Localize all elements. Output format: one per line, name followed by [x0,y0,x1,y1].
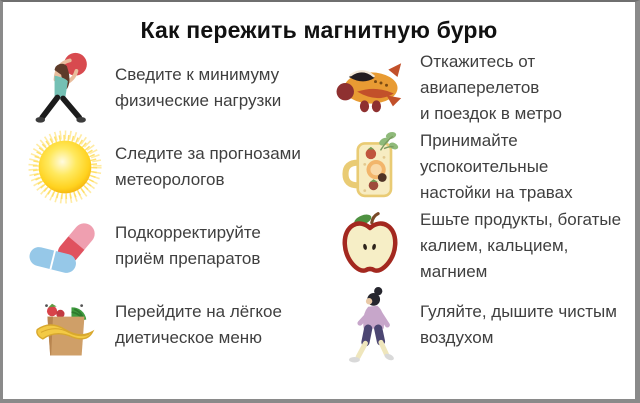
sun-icon [23,128,107,206]
pills-icon [23,207,107,285]
page-title: Как пережить магнитную бурю [140,17,498,43]
tip-item-sun [23,127,328,206]
tip-text: Откажитесь от авиаперелетов и поездок в метро [420,51,562,123]
tips-grid [3,46,635,364]
apple-icon [328,207,412,285]
tip-item-walking [328,285,625,364]
tip-text: Подкорректируйте приём препаратов [115,222,261,268]
tip-text: Следите за прогнозами метеорологов [115,143,301,189]
airplane-icon [328,49,412,127]
tip-item-diet-bag [23,285,328,364]
tip-item-exercise [23,48,328,127]
herbal-tea-icon [328,128,412,206]
tip-text: Гуляйте, дышите чистым воздухом [420,301,617,347]
tip-item-herbal-tea [328,127,625,206]
tip-text: Принимайте успокоительные настойки на травах [420,130,573,202]
tip-text: Перейдите на лёгкое диетическое меню [115,301,282,347]
tip-text: Ешьте продукты, богатые калием, кальцием, магнием [420,209,622,281]
tip-item-apple [328,206,625,285]
tip-item-airplane [328,48,625,127]
diet-bag-icon [23,286,107,364]
exercise-icon [23,49,107,127]
walking-icon [328,286,412,364]
tip-item-pills [23,206,328,285]
tip-text: Сведите к минимуму физические нагрузки [115,64,282,110]
